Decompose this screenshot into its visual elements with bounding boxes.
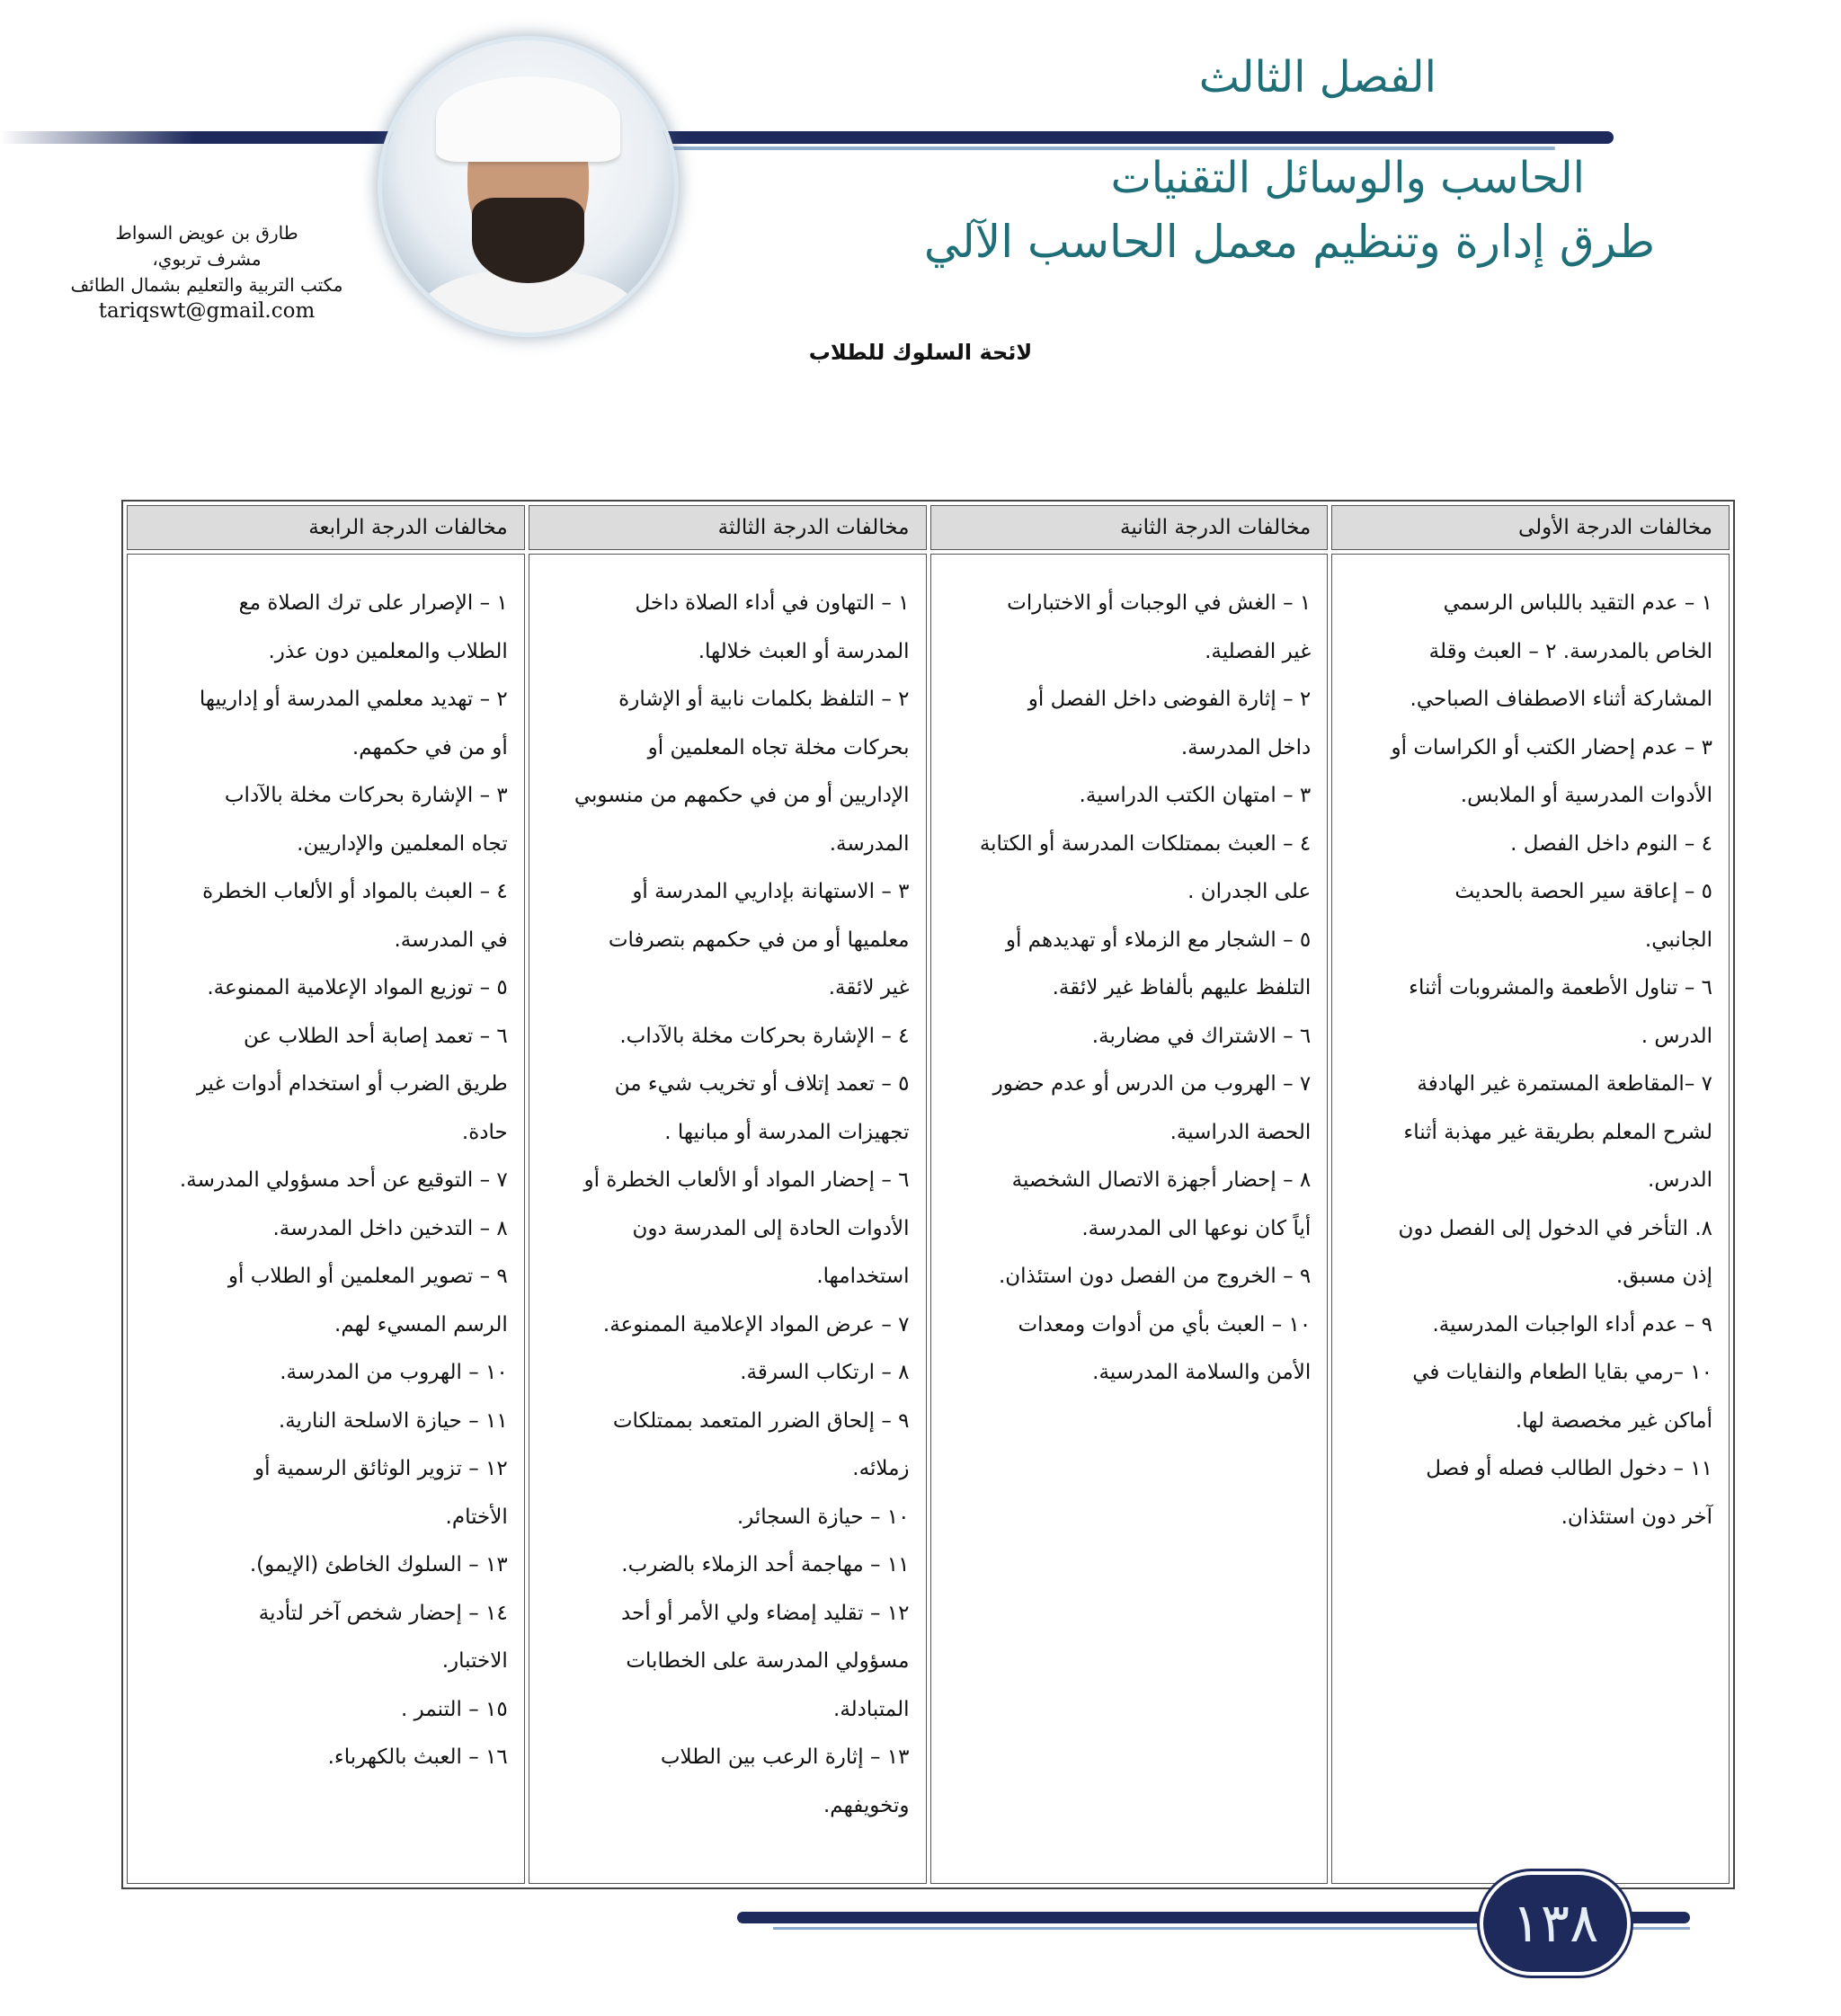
- rule-line: ٤ – العبث بممتلكات المدرسة أو الكتابة: [979, 831, 1312, 856]
- violations-table: [121, 500, 1735, 1889]
- rule-line: ٢ – تهديد معلمي المدرسة أو إدارييها: [199, 688, 508, 711]
- rule-line: ٥ – توزيع المواد الإعلامية الممنوعة.: [207, 976, 508, 999]
- rule-line: داخل المدرسة.: [1180, 735, 1312, 759]
- header-degree-4: مخالفات الدرجة الرابعة: [127, 505, 525, 550]
- rule-line: الإداريين أو من في حكمهم من منسوبي: [574, 784, 910, 807]
- author-role: مشرف تربوي،: [152, 248, 262, 270]
- rule-line: على الجدران .: [1187, 880, 1312, 903]
- rule-line: الدرس .: [1641, 1024, 1712, 1048]
- rule-line: الأدوات الحادة إلى المدرسة دون: [632, 1216, 910, 1240]
- header-degree-2: مخالفات الدرجة الثانية: [930, 505, 1329, 550]
- rule-line: ١٢ – تزوير الوثائق الرسمية أو: [253, 1457, 508, 1480]
- author-email: tariqswt@gmail.com: [98, 299, 316, 323]
- rule-line: طريق الضرب أو استخدام أدوات غير: [196, 1072, 508, 1096]
- rule-line: الجانبي.: [1644, 928, 1712, 952]
- rule-line: الأمن والسلامة المدرسية.: [1092, 1361, 1312, 1384]
- rule-line: ١٢ – تقليد إمضاء ولي الأمر أو أحد: [620, 1601, 910, 1625]
- rule-line: ٨. التأخر في الدخول إلى الفصل دون: [1398, 1216, 1712, 1240]
- rule-line: ٣ – الإشارة بحركات مخلة بالآداب: [224, 784, 508, 807]
- rule-line: أو من في حكمهم.: [351, 735, 508, 759]
- rule-line: الخاص بالمدرسة. ٢ – العبث وقلة: [1428, 639, 1712, 663]
- chapter-title: الفصل الثالث: [1198, 52, 1436, 102]
- rule-line: زملائه.: [852, 1457, 910, 1480]
- rule-line: ٣ – الاستهانة بإداريي المدرسة أو: [632, 880, 910, 903]
- header-degree-1: مخالفات الدرجة الأولى: [1331, 505, 1730, 550]
- rule-line: ٦ – تعمد إصابة أحد الطلاب عن: [243, 1024, 508, 1048]
- rule-line: ١٤ – إحضار شخص آخر لتأدية: [258, 1601, 508, 1625]
- rule-line: ٢ – التلفظ بكلمات نابية أو الإشارة: [618, 688, 910, 711]
- lesson-title: طرق إدارة وتنظيم معمل الحاسب الآلي: [923, 216, 1655, 268]
- rule-line: ٤ – العبث بالمواد أو الألعاب الخطرة: [202, 880, 508, 903]
- rule-line: ١٦ – العبث بالكهرباء.: [327, 1745, 508, 1769]
- rule-line: ١ – عدم التقيد باللباس الرسمي: [1443, 591, 1712, 615]
- rule-line: المتبادلة.: [833, 1697, 910, 1721]
- photo-headscarf-shape: [436, 76, 620, 162]
- rule-line: الاختبار.: [441, 1649, 508, 1673]
- rule-line: الأختام.: [445, 1505, 508, 1529]
- degree-3-column: [529, 554, 927, 1884]
- rule-line: الحصة الدراسية.: [1170, 1120, 1312, 1144]
- rule-line: المشاركة أثناء الاصطفاف الصباحي.: [1410, 688, 1712, 711]
- rule-line: ٧ –المقاطعة المستمرة غير الهادفة: [1417, 1072, 1712, 1096]
- rule-line: معلميها أو من في حكمهم بتصرفات: [608, 928, 910, 952]
- rule-line: ١ – الإصرار على ترك الصلاة مع: [238, 591, 508, 615]
- rule-line: ٤ – النوم داخل الفصل .: [1510, 831, 1712, 856]
- rule-line: ٢ – إثارة الفوضى داخل الفصل أو: [1027, 688, 1312, 711]
- rule-line: الرسم المسيء لهم.: [334, 1312, 508, 1337]
- photo-beard-shape: [472, 198, 584, 283]
- rule-line: ٩ – تصوير المعلمين أو الطلاب أو: [227, 1265, 508, 1288]
- rule-line: ١٣ – إثارة الرعب بين الطلاب: [660, 1745, 910, 1769]
- degree-4-column: [127, 554, 525, 1884]
- rule-line: حادة.: [461, 1120, 508, 1144]
- page-number: ١٣٨: [1483, 1875, 1627, 1972]
- rule-line: ٨ – ارتكاب السرقة.: [740, 1361, 910, 1384]
- rule-line: ٣ – عدم إحضار الكتب أو الكراسات أو: [1391, 735, 1712, 759]
- rule-line: ١ – الغش في الوجبات أو الاختبارات: [1007, 591, 1312, 615]
- rule-line: ٩ – الخروج من الفصل دون استئذان.: [998, 1265, 1312, 1288]
- rule-line: لشرح المعلم بطريقة غير مهذبة أثناء: [1403, 1120, 1712, 1144]
- document-title-text: لائحة السلوك للطلاب: [808, 340, 1033, 365]
- rule-line: ٦ – تناول الأطعمة والمشروبات أثناء: [1409, 976, 1712, 999]
- author-photo: [382, 40, 674, 333]
- rule-line: آخر دون استئذان.: [1561, 1505, 1712, 1529]
- author-block: [54, 220, 360, 324]
- author-name: طارق بن عويض السواط: [115, 222, 298, 244]
- rule-line: ١٣ – السلوك الخاطئ (الإيمو).: [249, 1553, 508, 1576]
- rule-line: ٥ – إعاقة سير الحصة بالحديث: [1454, 880, 1712, 903]
- rule-line: ٧ – عرض المواد الإعلامية الممنوعة.: [602, 1312, 910, 1337]
- header-decoration-bar: [0, 131, 1614, 144]
- degree-1-column: [1331, 554, 1730, 1884]
- rule-line: ٧ – التوقيع عن أحد مسؤولي المدرسة.: [179, 1168, 508, 1192]
- rule-line: ١١ – حيازة الاسلحة النارية.: [278, 1408, 508, 1433]
- rule-line: ١١ – مهاجمة أحد الزملاء بالضرب.: [621, 1553, 910, 1576]
- rule-line: ٥ – الشجار مع الزملاء أو تهديدهم أو: [1005, 928, 1312, 952]
- rule-line: ١١ – دخول الطالب فصله أو فصل: [1426, 1457, 1712, 1480]
- rule-line: ٩ – إلحاق الضرر المتعمد بممتلكات: [612, 1408, 910, 1433]
- document-title: [0, 340, 1841, 365]
- rule-line: أياً كان نوعها الى المدرسة.: [1081, 1216, 1312, 1240]
- rule-line: ٨ – إحضار أجهزة الاتصال الشخصية: [1011, 1168, 1312, 1192]
- rule-line: غير الفصلية.: [1205, 639, 1312, 663]
- degree-2-column: [930, 554, 1329, 1884]
- rule-line: ١ – التهاون في أداء الصلاة داخل: [635, 591, 910, 615]
- rule-line: ١٠ – حيازة السجائر.: [736, 1505, 910, 1529]
- rule-line: ١٥ – التنمر .: [401, 1697, 508, 1721]
- rule-line: ١٠ – العبث بأي من أدوات ومعدات: [1018, 1312, 1312, 1337]
- rule-line: ١٠ – الهروب من المدرسة.: [280, 1361, 508, 1384]
- rule-line: في المدرسة.: [394, 928, 508, 952]
- table-body-row: [127, 554, 1730, 1884]
- rule-line: ٥ – تعمد إتلاف أو تخريب شيء من: [614, 1072, 910, 1096]
- rule-line: بحركات مخلة تجاه المعلمين أو: [647, 735, 910, 759]
- rule-line: ٦ – إحضار المواد أو الألعاب الخطرة أو: [583, 1168, 910, 1192]
- rule-line: ٨ – التدخين داخل المدرسة.: [272, 1216, 508, 1240]
- rule-line: مسؤولي المدرسة على الخطابات: [626, 1649, 910, 1673]
- rule-line: ٧ – الهروب من الدرس أو عدم حضور: [992, 1072, 1312, 1096]
- rule-line: تجهيزات المدرسة أو مبانيها .: [664, 1120, 910, 1144]
- rule-line: الدرس.: [1648, 1168, 1712, 1192]
- rule-line: وتخويفهم.: [823, 1793, 910, 1817]
- rule-line: استخدامها.: [816, 1265, 910, 1288]
- rule-line: ١٠ –رمي بقايا الطعام والنفايات في: [1412, 1361, 1712, 1384]
- rule-line: ٤ – الإشارة بحركات مخلة بالآداب.: [619, 1024, 910, 1048]
- rule-line: ٦ – الاشتراك في مضاربة.: [1091, 1024, 1312, 1048]
- header-degree-3: مخالفات الدرجة الثالثة: [529, 505, 927, 550]
- section-title: الحاسب والوسائل التقنيات: [1110, 153, 1585, 203]
- rule-line: التلفظ عليهم بألفاظ غير لائقة.: [1052, 976, 1312, 999]
- rule-line: غير لائقة.: [828, 976, 910, 999]
- rule-line: ٣ – امتهان الكتب الدراسية.: [1079, 784, 1312, 807]
- rule-line: إذن مسبق.: [1615, 1265, 1712, 1288]
- rule-line: تجاه المعلمين والإداريين.: [297, 831, 508, 856]
- rule-line: الأدوات المدرسية أو الملابس.: [1460, 784, 1712, 807]
- rule-line: المدرسة أو العبث خلالها.: [698, 639, 910, 663]
- author-office: مكتب التربية والتعليم بشمال الطائف: [70, 274, 343, 296]
- rule-line: أماكن غير مخصصة لها.: [1515, 1408, 1712, 1433]
- rule-line: ٩ – عدم أداء الواجبات المدرسية.: [1432, 1312, 1712, 1337]
- rule-line: المدرسة.: [829, 831, 910, 856]
- table-header-row: [127, 505, 1730, 550]
- rule-line: الطلاب والمعلمين دون عذر.: [268, 639, 508, 663]
